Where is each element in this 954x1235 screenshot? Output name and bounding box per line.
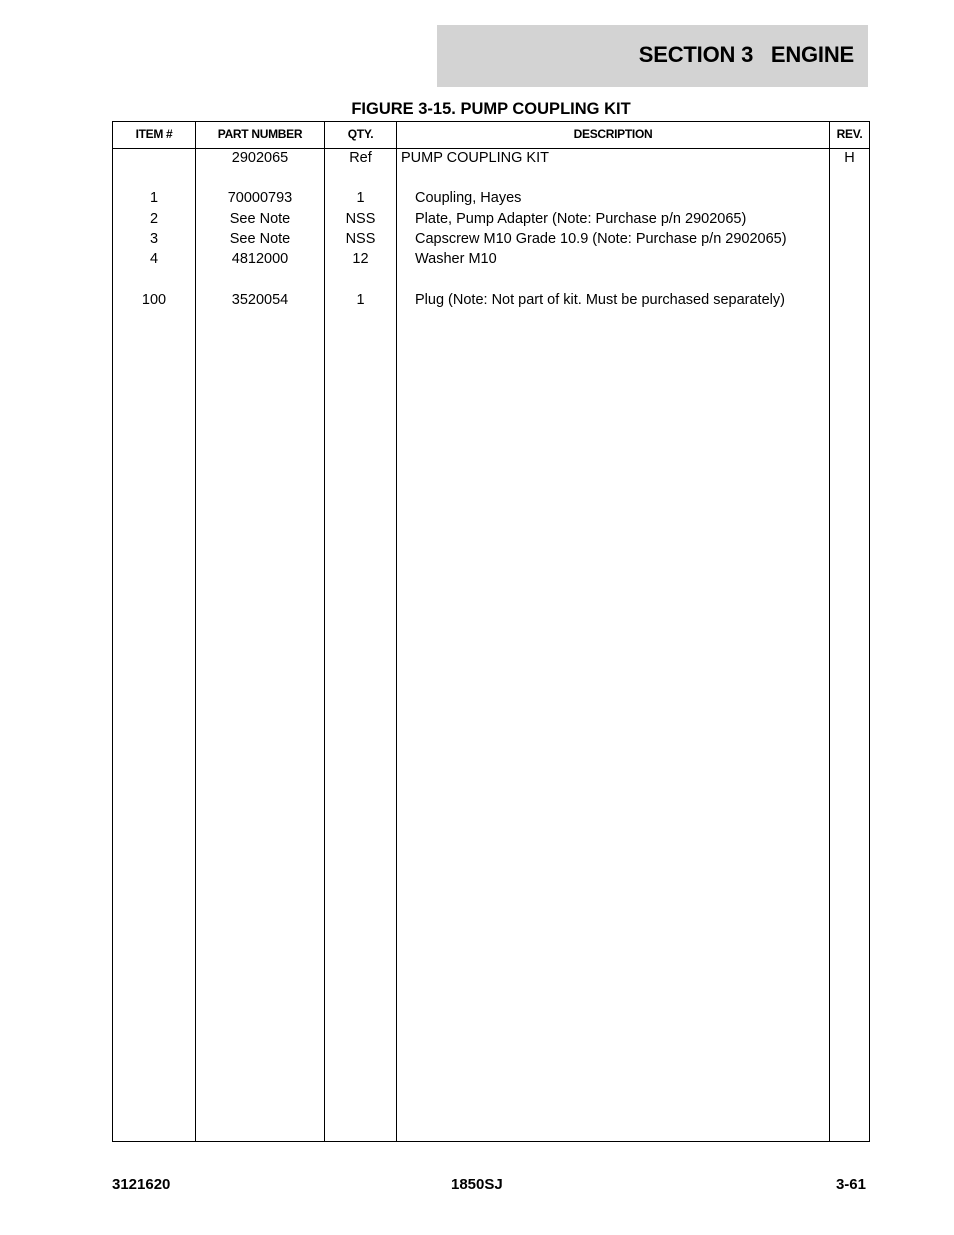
column-header-part-number: PART NUMBER [217, 127, 303, 141]
column-header-rev: REV. [836, 127, 863, 141]
footer-page-number: 3-61 [835, 1176, 866, 1193]
table-row-part-number: 70000793 [227, 190, 293, 206]
table-row-qty: 1 [356, 190, 365, 206]
table-row-item [113, 148, 195, 168]
column-header-description: DESCRIPTION [573, 127, 653, 141]
table-row-part-number: 4812000 [231, 251, 289, 267]
table-row-rev: H [844, 150, 855, 166]
table-row-part-number: See Note [229, 231, 291, 247]
table-row-item: 4 [149, 251, 159, 267]
parts-table [112, 121, 870, 1142]
column-divider [324, 122, 325, 1141]
table-row-description: Plate, Pump Adapter (Note: Purchase p/n 2902065) [415, 211, 747, 227]
table-row-part-number: See Note [229, 211, 291, 227]
table-row-item: 2 [149, 211, 159, 227]
table-row-item: 1 [149, 190, 159, 206]
section-header-box [437, 25, 868, 87]
footer-model: 1850SJ [451, 1176, 503, 1193]
column-header-qty: QTY. [347, 127, 374, 141]
column-divider [195, 122, 196, 1141]
column-divider [396, 122, 397, 1141]
table-row-item: 3 [149, 231, 159, 247]
table-row-part-number: 2902065 [231, 150, 289, 166]
table-row-qty: Ref [349, 150, 372, 166]
footer-doc-number: 3121620 [112, 1176, 171, 1193]
table-row-qty: 12 [352, 251, 369, 267]
table-row-qty: 1 [356, 292, 365, 308]
table-row-description: Capscrew M10 Grade 10.9 (Note: Purchase p/n 2902065) [415, 231, 787, 247]
table-row-part-number: 3520054 [231, 292, 289, 308]
figure-title: FIGURE 3-15. PUMP COUPLING KIT [351, 100, 631, 118]
table-row-description: Washer M10 [415, 251, 497, 267]
table-row-qty: NSS [345, 211, 376, 227]
table-row-qty: NSS [345, 231, 376, 247]
table-row-description: PUMP COUPLING KIT [401, 150, 549, 166]
column-header-item: ITEM # [135, 127, 173, 141]
table-row-description: Coupling, Hayes [415, 190, 522, 206]
column-divider [829, 122, 830, 1141]
table-row-item: 100 [141, 292, 167, 308]
table-row-description: Plug (Note: Not part of kit. Must be purchased separately) [415, 292, 785, 308]
section-title: SECTION 3 ENGINE [638, 42, 854, 67]
